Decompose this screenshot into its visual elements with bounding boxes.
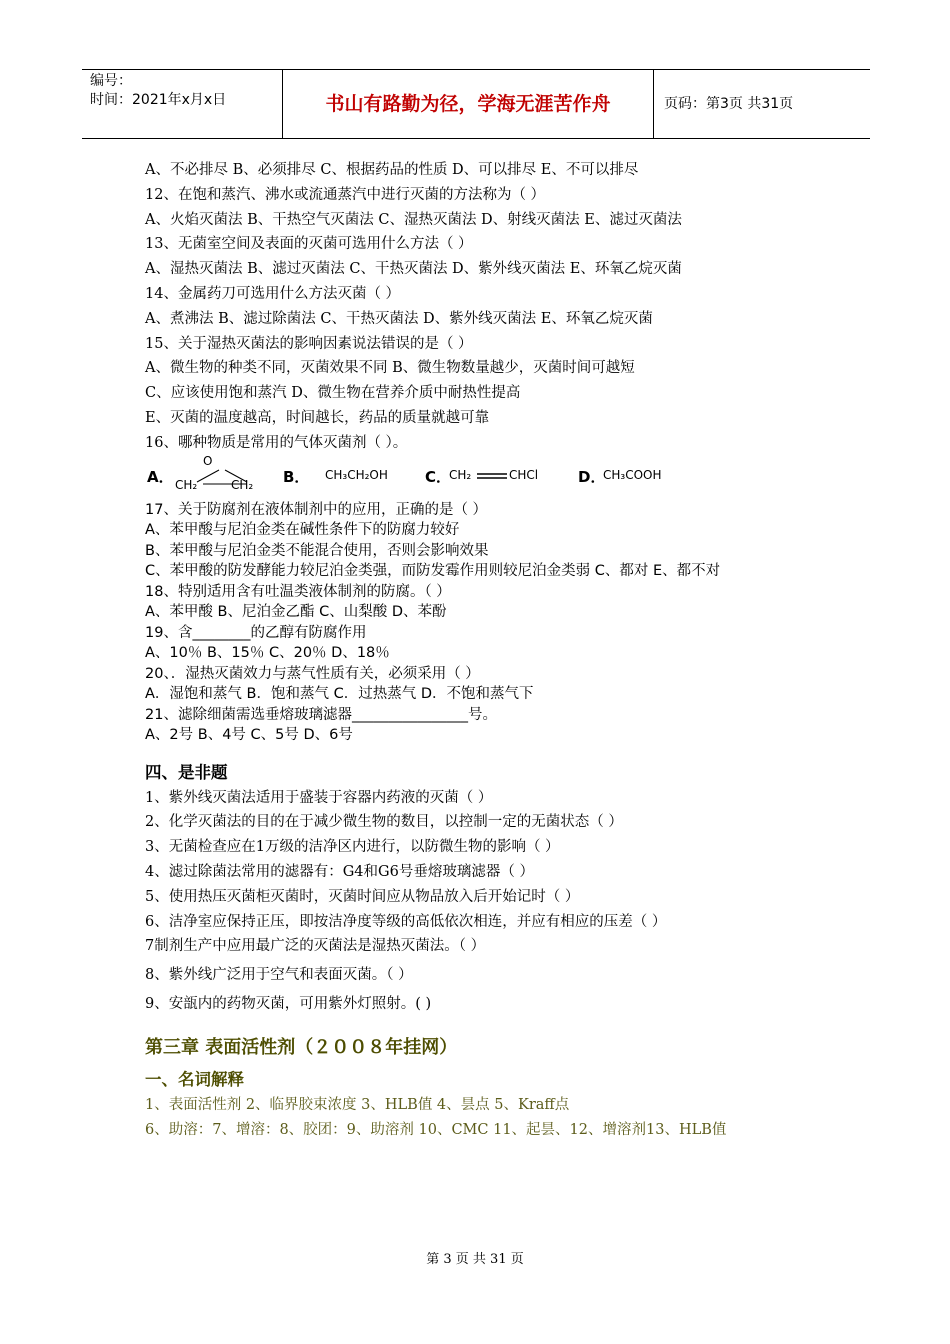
- formula-c-label: C．: [425, 467, 452, 486]
- list-item: 9、安瓿内的药物灭菌，可用紫外灯照射。( ): [145, 995, 432, 1012]
- code-label: 编号：: [90, 73, 132, 89]
- list-item: 8、紫外线广泛用于空气和表面灭菌。（ ）: [145, 967, 413, 984]
- list-item: 5、使用热压灭菌柜灭菌时，灭菌时间应从物品放入后开始记时（ ）: [145, 888, 580, 905]
- text-line: A、不必排尽 B、必须排尽 C、根据药品的性质 D、可以排尽 E、不可以排尽: [145, 162, 639, 178]
- question-block-b: [145, 500, 815, 746]
- text-line: 20、．湿热灭菌效力与蒸气性质有关，必须采用（ ）: [145, 665, 480, 682]
- text-line: A、2号 B、4号 C、5号 D、6号: [145, 727, 353, 744]
- list-item: 1、紫外线灭菌法适用于盛装于容器内药液的灭菌（ ）: [145, 789, 493, 806]
- header-page-info: 页码：第3页 共31页: [664, 96, 794, 112]
- page-content: [145, 158, 815, 1142]
- formula-b-label: B．: [283, 467, 310, 486]
- formula-a-label: A．: [147, 467, 174, 486]
- list-item: 3、无菌检查应在1万级的洁净区内进行，以防微生物的影响（ ）: [145, 839, 560, 856]
- list-item: 2、化学灭菌法的目的在于减少微生物的数目，以控制一定的无菌状态（ ）: [145, 814, 623, 831]
- time-label: 时间：2021年x月x日: [90, 92, 227, 108]
- text-line: 14、金属药刀可选用什么方法灭菌（ ）: [145, 285, 401, 302]
- text-line: 17、关于防腐剂在液体制剂中的应用，正确的是（ ）: [145, 501, 488, 518]
- text-line: A、苯甲酸与尼泊金类在碱性条件下的防腐力较好: [145, 522, 460, 539]
- double-bond-icon: [475, 472, 509, 480]
- page-header: [82, 69, 870, 139]
- text-line: E、灭菌的温度越高，时间越长，药品的质量就越可靠: [145, 409, 490, 426]
- text-line: A．湿饱和蒸气 B．饱和蒸气 C．过热蒸气 D．不饱和蒸气下: [145, 686, 534, 703]
- subsection-title: 一、名词解释: [145, 1069, 244, 1089]
- text-line: C、苯甲酸的防发酵能力较尼泊金类强，而防发霉作用则较尼泊金类弱 C、都对 E、都不对: [145, 563, 721, 580]
- text-line: 18、特别适用含有吐温类液体制剂的防腐。（ ）: [145, 583, 451, 600]
- text-line: 16、哪种物质是常用的气体灭菌剂（ ）。: [145, 434, 408, 451]
- term-line: 1、表面活性剂 2、临界胶束浓度 3、HLB值 4、昙点 5、Kraff点: [145, 1096, 570, 1113]
- text-line: A、煮沸法 B、滤过除菌法 C、干热灭菌法 D、紫外线灭菌法 E、环氧乙烷灭菌: [145, 310, 653, 327]
- text-line: 15、关于湿热灭菌法的影响因素说法错误的是（ ）: [145, 335, 473, 352]
- formula-options: [145, 453, 815, 500]
- header-meta: [82, 70, 282, 138]
- text-line: A、苯甲酸 B、尼泊金乙酯 C、山梨酸 D、苯酚: [145, 604, 447, 621]
- formula-c-right: CHCl: [509, 467, 539, 482]
- term-line: 6、助溶：7、增溶：8、胶团：9、助溶剂 10、CMC 11、起昙、12、增溶剂13、HLB值: [145, 1121, 727, 1138]
- text-line: 19、含________的乙醇有防腐作用: [145, 624, 367, 641]
- formula-d-text: CH₃COOH: [603, 467, 662, 482]
- text-line: 21、滤除细菌需选垂熔玻璃滤器________________号。: [145, 706, 497, 723]
- true-false-list: [145, 786, 815, 1017]
- list-item: 7制剂生产中应用最广泛的灭菌法是湿热灭菌法。（ ）: [145, 938, 486, 955]
- text-line: 12、在饱和蒸汽、沸水或流通蒸汽中进行灭菌的方法称为（ ）: [145, 186, 546, 203]
- formula-a-oxygen: O: [203, 453, 213, 468]
- question-block-a: [145, 158, 815, 456]
- formula-b-text: CH₃CH₂OH: [325, 467, 388, 482]
- page-footer: 第 3 页 共 31 页: [426, 1252, 524, 1267]
- header-motto: 书山有路勤为径，学海无涯苦作舟: [282, 70, 654, 138]
- text-line: A、湿热灭菌法 B、滤过灭菌法 C、干热灭菌法 D、紫外线灭菌法 E、环氧乙烷灭菌: [145, 261, 682, 278]
- formula-d-label: D．: [578, 467, 606, 486]
- text-line: 13、无菌室空间及表面的灭菌可选用什么方法（ ）: [145, 236, 473, 253]
- text-line: C、应该使用饱和蒸汽 D、微生物在营养介质中耐热性提高: [145, 385, 521, 402]
- text-line: B、苯甲酸与尼泊金类不能混合使用，否则会影响效果: [145, 542, 489, 559]
- section-title: 四、是非题: [145, 762, 228, 782]
- formula-c-left: CH₂: [449, 467, 472, 482]
- text-line: A、微生物的种类不同，灭菌效果不同 B、微生物数量越少，灭菌时间可越短: [145, 360, 635, 377]
- formula-a-ch2-right: CH₂: [231, 477, 254, 492]
- formula-a-ch2-left: CH₂: [175, 477, 198, 492]
- list-item: 6、洁净室应保持正压，即按洁净度等级的高低依次相连，并应有相应的压差（ ）: [145, 913, 667, 930]
- chapter-title: 第三章 表面活性剂（２００８年挂网）: [145, 1036, 458, 1058]
- text-line: A、火焰灭菌法 B、干热空气灭菌法 C、湿热灭菌法 D、射线灭菌法 E、滤过灭菌法: [145, 211, 682, 228]
- list-item: 4、滤过除菌法常用的滤器有：G4和G6号垂熔玻璃滤器（ ）: [145, 863, 534, 880]
- text-line: A、10％ B、15％ C、20％ D、18％: [145, 645, 390, 662]
